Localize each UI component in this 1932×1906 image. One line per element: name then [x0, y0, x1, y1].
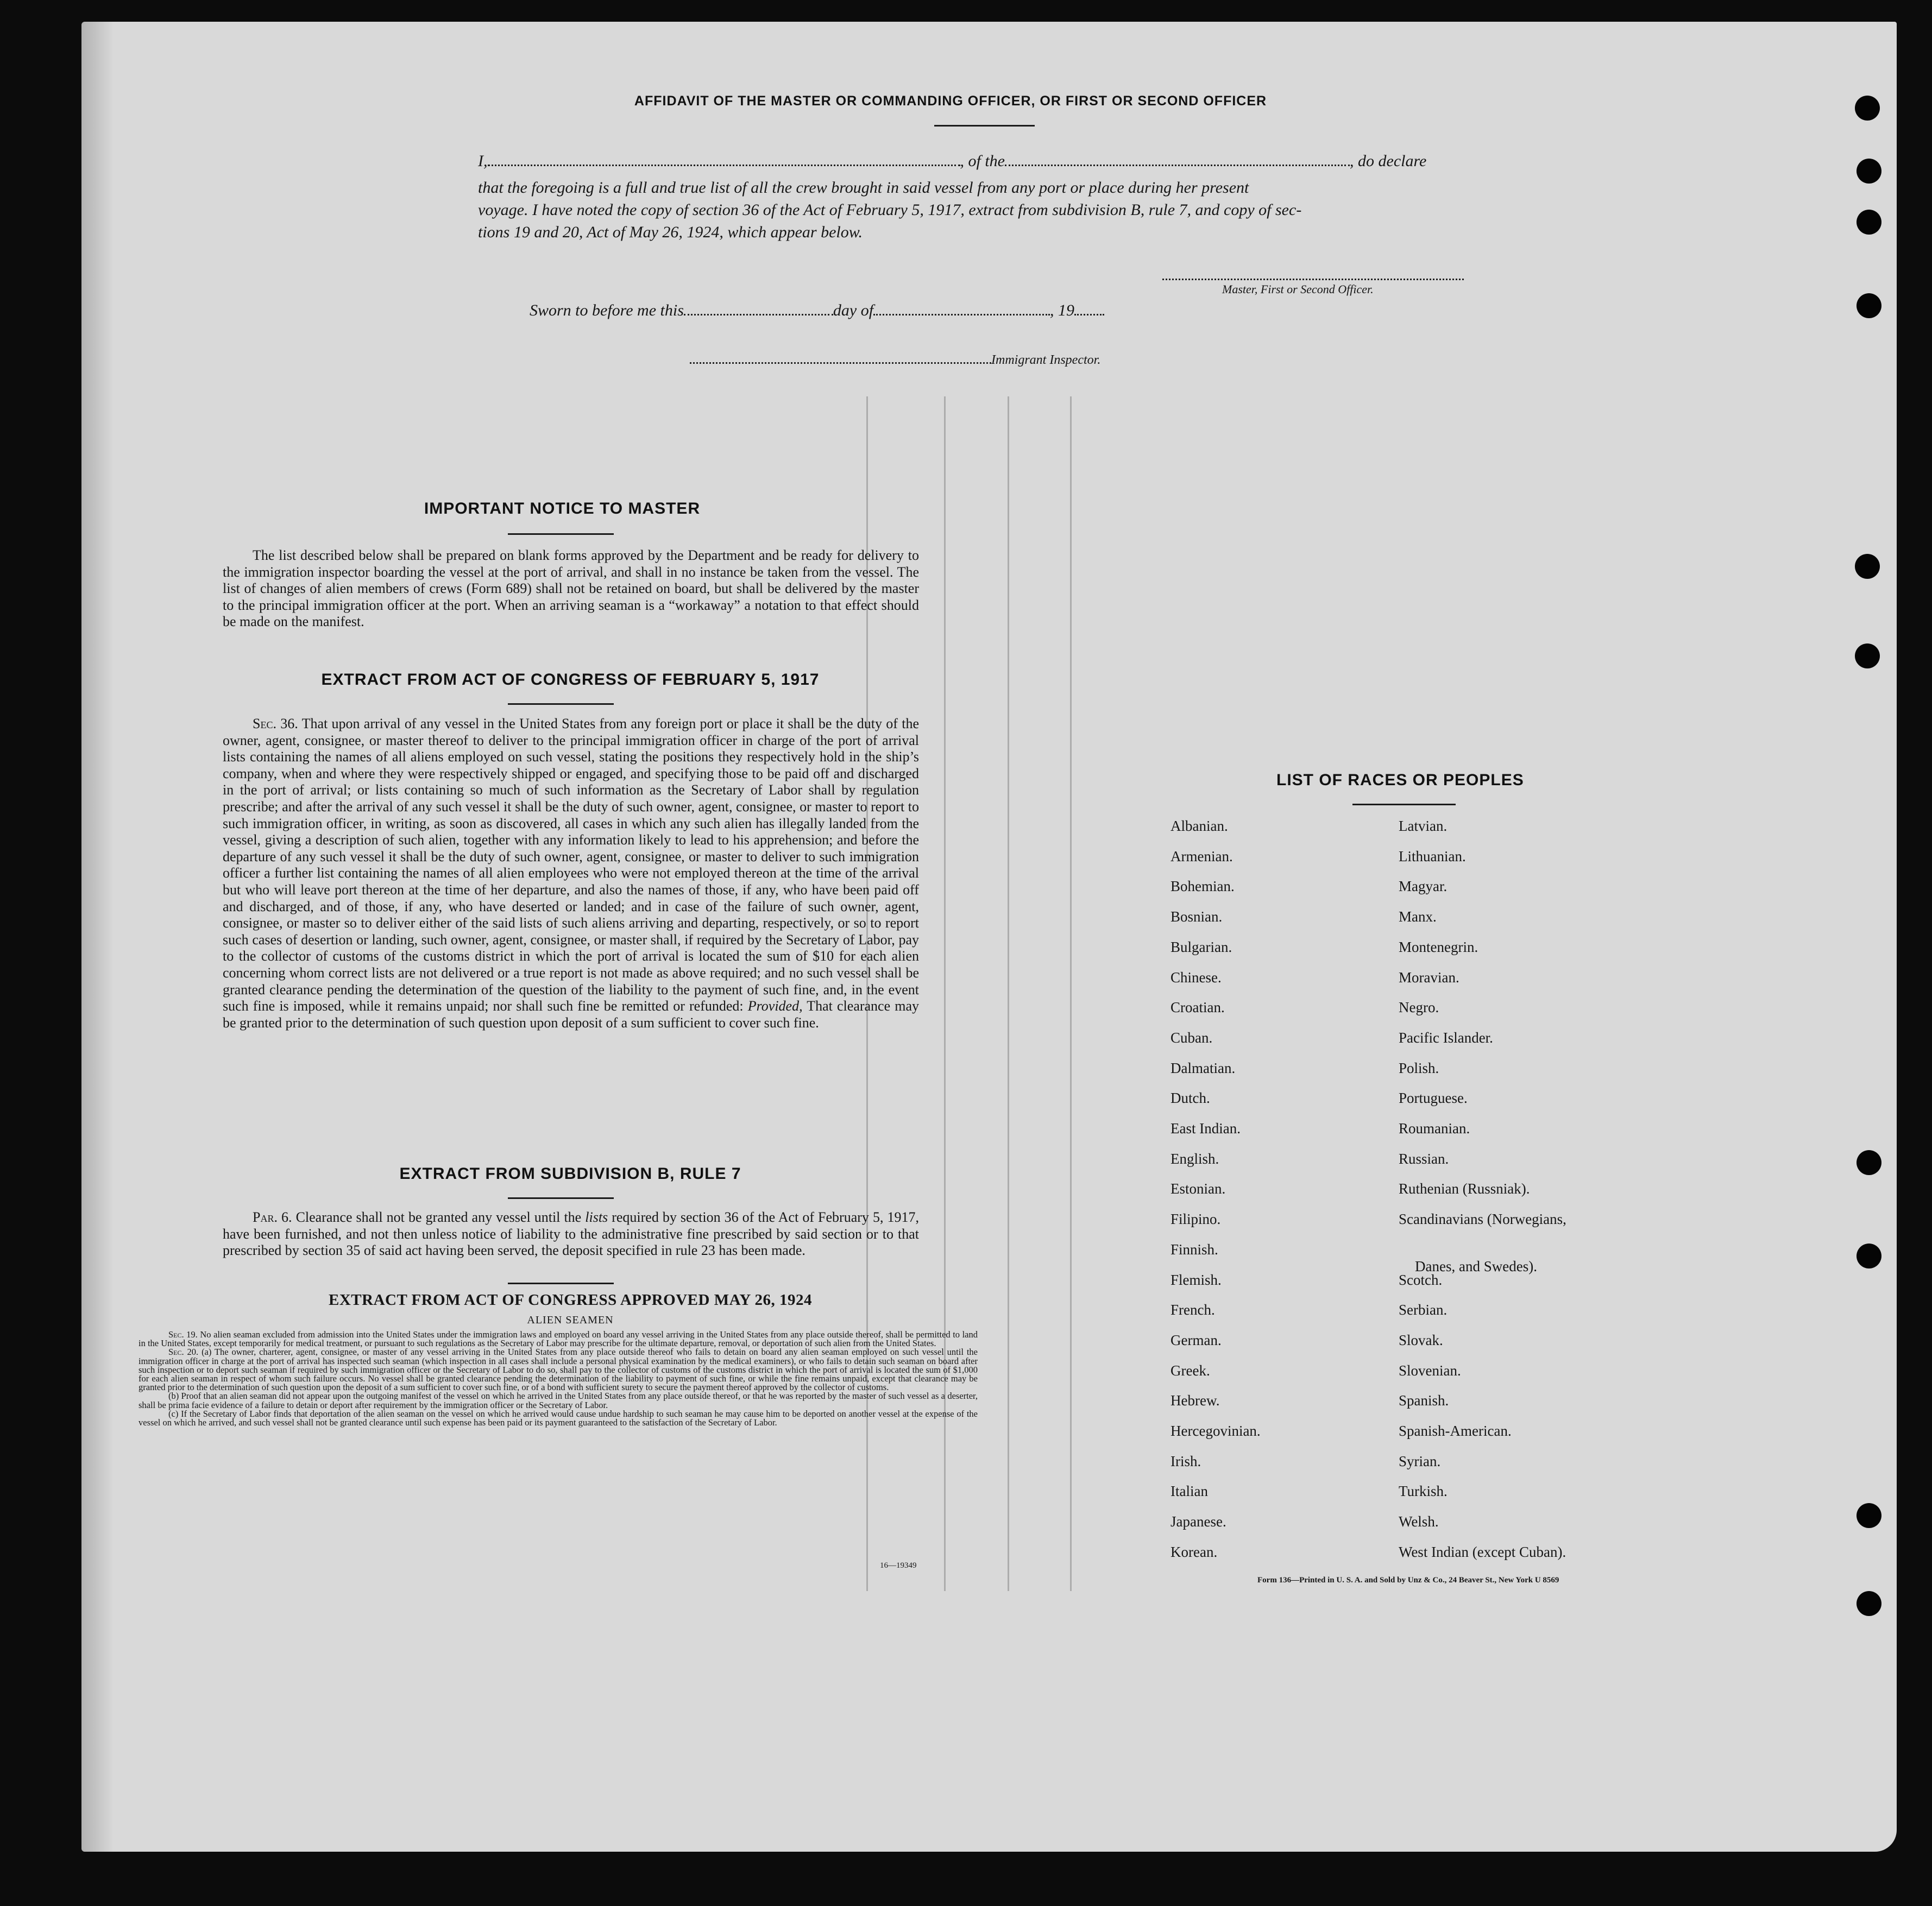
race-item: Dutch.	[1170, 1090, 1210, 1107]
races-underline	[1352, 804, 1456, 805]
inspector-line	[690, 353, 1100, 368]
sec-20-label: Sec. 20.	[168, 1347, 199, 1358]
affidavit-text	[478, 176, 1581, 243]
provided-label: Provided,	[747, 998, 803, 1014]
notice-body: The list described below shall be prepared on blank forms approved by the Department and be ready for delivery to the immigration inspector boarding the vessel at the port of arrival, and shall in no instance be taken from the vessel. The list of changes of alien members of crews (Form 689) shall not be retained on board, but shall be delivered by the master to the principal immigration officer at the port. When an arriving seaman is a “workaway” a notation to that effect should be made on the manifest.	[223, 547, 919, 630]
race-item: Pacific Islander.	[1399, 1029, 1493, 1046]
affidavit-title: AFFIDAVIT OF THE MASTER OR COMMANDING OFFICER, OR FIRST OR SECOND OFFICER	[634, 93, 1267, 109]
par-6-text-cont: required by section 36 of the Act of February 5, 1917, have been furnished, and not then unless notice of liability to the administrative fine prescribed by said section or to that prescribed by section 35 of said act having been served, the deposit specified in rule 23 has been made.	[223, 1209, 919, 1259]
binder-hole	[1855, 554, 1880, 579]
affidavit-declaration-line	[478, 152, 1581, 171]
race-item: Bohemian.	[1170, 878, 1235, 895]
race-item: Spanish.	[1399, 1392, 1449, 1409]
race-item: Finnish.	[1170, 1241, 1218, 1258]
race-item: Polish.	[1399, 1059, 1439, 1076]
race-item: West Indian (except Cuban).	[1399, 1543, 1566, 1560]
extract-1917-underline	[508, 703, 614, 705]
affidavit-text-line: tions 19 and 20, Act of May 26, 1924, which appear below.	[478, 223, 863, 241]
vessel-blank[interactable]	[1005, 161, 1350, 166]
race-item: Russian.	[1399, 1150, 1449, 1167]
race-item: Scandinavians (Norwegians,	[1399, 1211, 1566, 1228]
title-underline	[934, 125, 1035, 127]
master-signature-line[interactable]	[1162, 275, 1464, 280]
binder-hole	[1857, 1150, 1881, 1175]
binder-hole	[1857, 159, 1881, 184]
faint-rule-line	[1070, 396, 1072, 1591]
race-item: Scotch.	[1399, 1271, 1443, 1288]
sworn-day-blank[interactable]	[684, 311, 833, 315]
name-blank[interactable]	[488, 161, 960, 166]
extract-1917-body	[223, 716, 919, 1031]
race-item: Filipino.	[1170, 1211, 1221, 1228]
faint-rule-line	[1008, 396, 1009, 1591]
form-code: 16—19349	[880, 1561, 917, 1570]
race-item: Serbian.	[1399, 1302, 1448, 1318]
race-item: Korean.	[1170, 1543, 1218, 1560]
binder-hole	[1857, 293, 1881, 318]
par-6-text: Clearance shall not be granted any vessel until the	[295, 1209, 582, 1225]
sec-20a-text: (a) The owner, charterer, agent, consignee, or master of any vessel arriving in the United States from any place outside thereof who fails to detain on board any alien seaman employed on such vessel until the immigration officer in charge at the port of arrival has inspected such seaman (which inspection in all cases shall include a personal physical examination by the medical examiners), or who fails to detain such seaman on board after such inspection or to deport such seaman if required by such immigration officer or the Secretary of Labor to do so, shall pay to the collector of customs of the customs district in which the port of arrival is located the sum of $1,000 for each alien seaman in respect of whom such failure occurs. No vessel shall be granted clearance pending the determination of the liability to payment of such fine, or while the fine remains unpaid, except that clearance may be granted prior to the determination of such question upon the deposit of a sum sufficient to cover such fine, or of a bond with sufficient surety to secure the payment thereof approved by the collector of customs.	[139, 1347, 978, 1393]
sworn-month-blank[interactable]	[873, 311, 1050, 315]
extract-rule7-underline	[508, 1197, 614, 1199]
race-item: Lithuanian.	[1399, 848, 1466, 864]
race-item: Magyar.	[1399, 878, 1448, 895]
race-item: Bulgarian.	[1170, 938, 1232, 955]
race-item: Irish.	[1170, 1453, 1201, 1469]
inspector-signature-blank[interactable]	[690, 359, 991, 364]
race-item: Slovenian.	[1399, 1362, 1461, 1379]
sworn-line	[530, 301, 1104, 320]
race-item: Albanian.	[1170, 818, 1228, 834]
sec-20c-paragraph: (c) If the Secretary of Labor finds that deportation of the alien seaman on the vessel on which he arrived would cause undue hardship to such seaman he may cause him to be deported on another vessel at the expense of the vessel on which he arrived, and such vessel shall not be granted clearance until such expense has been paid or its payment guaranteed to the satisfaction of the Secretary of Labor.	[139, 1408, 978, 1428]
race-item: Armenian.	[1170, 848, 1233, 864]
race-item: Flemish.	[1170, 1271, 1222, 1288]
binder-hole	[1857, 1591, 1881, 1616]
extract-1917-title: EXTRACT FROM ACT OF CONGRESS OF FEBRUARY 5, 1917	[321, 671, 820, 689]
sec-36-tail: That clearance may be granted prior to the determination of such question upon deposit of a sum sufficient to cover such fine.	[223, 998, 920, 1031]
of-the-label: , of the	[960, 152, 1005, 170]
race-item: Latvian.	[1399, 818, 1448, 834]
race-item: Estonian.	[1170, 1181, 1226, 1197]
race-item: Roumanian.	[1399, 1120, 1470, 1137]
inspector-label: Immigrant Inspector.	[991, 353, 1101, 367]
race-item: Greek.	[1170, 1362, 1210, 1379]
lists-word: lists	[585, 1209, 608, 1225]
binder-hole	[1857, 1503, 1881, 1528]
printer-footer: Form 136—Printed in U. S. A. and Sold by Unz & Co., 24 Beaver St., New York U 8569	[1257, 1576, 1559, 1585]
race-item: Negro.	[1399, 999, 1439, 1016]
sec-20a-paragraph	[139, 1348, 978, 1392]
race-item: Slovak.	[1399, 1331, 1443, 1348]
race-item: Manx.	[1399, 908, 1437, 925]
sec-36-label: Sec. 36.	[253, 716, 298, 731]
race-item: Croatian.	[1170, 999, 1225, 1016]
race-item: Dalmatian.	[1170, 1059, 1236, 1076]
binder-hole	[1857, 1244, 1881, 1268]
binder-hole	[1857, 210, 1881, 235]
race-item: Montenegrin.	[1399, 938, 1478, 955]
race-item: Welsh.	[1399, 1513, 1439, 1530]
day-of-label: day of	[833, 301, 874, 319]
alien-seamen-subtitle: ALIEN SEAMEN	[527, 1314, 614, 1326]
race-item: Moravian.	[1399, 969, 1459, 986]
race-item: Syrian.	[1399, 1453, 1441, 1469]
sec-19-text: No alien seaman excluded from admission into the United States under the immigration laws and employed on board any vessel arriving in the United States from any place outside thereof, shall be permitted to land in the United States, except temporarily for medical treatment, or pursuant to such regulations as the Secretary of Labor may prescribe for the ultimate departure, removal, or deportation of such alien from the United States.	[139, 1329, 978, 1349]
master-signature-label: Master, First or Second Officer.	[1222, 282, 1374, 296]
notice-title: IMPORTANT NOTICE TO MASTER	[424, 500, 701, 517]
race-item: Cuban.	[1170, 1029, 1213, 1046]
extract-1924-title: EXTRACT FROM ACT OF CONGRESS APPROVED MAY 26, 1924	[329, 1291, 812, 1309]
race-item: Chinese.	[1170, 969, 1222, 986]
sworn-label: Sworn to before me this	[530, 301, 684, 319]
race-item: Danes, and Swedes).	[1415, 1258, 1537, 1274]
sec-19-label: Sec. 19.	[168, 1329, 198, 1340]
race-item: Japanese.	[1170, 1513, 1226, 1530]
race-item: Hercegovinian.	[1170, 1423, 1261, 1439]
race-item: Italian	[1170, 1483, 1208, 1500]
race-item: East Indian.	[1170, 1120, 1241, 1137]
race-item: Ruthenian (Russniak).	[1399, 1181, 1530, 1197]
affidavit-text-line: that the foregoing is a full and true list of all the crew brought in said vessel from any port or place during her present	[478, 179, 1249, 197]
par-6-label: Par. 6.	[253, 1209, 292, 1225]
form-page	[81, 22, 1897, 1852]
affidavit-text-line: voyage. I have noted the copy of section 36 of the Act of February 5, 1917, extract from subdivision B, rule 7, and copy of sec-	[478, 201, 1302, 219]
race-item: Bosnian.	[1170, 908, 1223, 925]
year-label: , 19	[1050, 301, 1075, 319]
binder-hole	[1855, 96, 1880, 121]
extract-1924-overline	[508, 1283, 614, 1284]
i-label: I,	[478, 152, 488, 170]
races-title: LIST OF RACES OR PEOPLES	[1276, 771, 1524, 789]
sec-20b-paragraph: (b) Proof that an alien seaman did not appear upon the outgoing manifest of the vessel on which he arrived in the United States from any place outside thereof, or that he was reported by the master of such vessel as a deserter, shall be prima facie evidence of a failure to detain or deport after requirement by the immigration officer or the Secretary of Labor.	[139, 1391, 978, 1410]
sec-19-paragraph	[139, 1330, 978, 1348]
race-item: Spanish-American.	[1399, 1423, 1512, 1439]
sworn-year-blank[interactable]	[1074, 311, 1104, 315]
race-item: Hebrew.	[1170, 1392, 1220, 1409]
extract-1924-body	[139, 1330, 978, 1427]
race-item: English.	[1170, 1150, 1219, 1167]
race-item: German.	[1170, 1331, 1222, 1348]
sec-36-text: That upon arrival of any vessel in the United States from any foreign port or place it shall be the duty of the owner, agent, consignee, or master thereof to deliver to the principal immigration officer in charge of the port of arrival lists containing the names of all aliens employed on such vessel, stating the positions they respectively hold in the ship’s company, when and where they were respectively shipped or engaged, and specifying those to be paid off and discharged in the port of arrival; or lists containing so much of such information as the Secretary of Labor shall by regulation prescribe; and after the arrival of any such vessel it shall be the duty of such owner, agent, consignee, or master to report to such immigration officer, in writing, as soon as discovered, all cases in which any such alien has illegally landed from the vessel, giving a description of such alien, together with any information likely to lead to his apprehension; and before the departure of any such vessel it shall be the duty of such owner, agent, consignee, or master to deliver to such immigration officer a further list containing the names of all alien employees who were not employed thereon at the time of the arrival but who will leave port thereon at the time of her departure, and also the names of those, if any, who have been paid off and discharged, and of those, if any, who have deserted or landed; and in case of the failure of such owner, agent, consignee, or master so to deliver either of the said lists of such aliens arriving and departing, respectively, or so to report such cases of desertion or landing, such owner, agent, consignee, or master shall, if required by the Secretary of Labor, pay to the collector of customs of the customs district in which the port of arrival is located the sum of $10 for each alien concerning whom correct lists are not delivered or a true report is not made as above required; and no such vessel shall be granted clearance pending the determination of the question of the liability to the payment of such fine, and, in the event such fine is imposed, while it remains unpaid; nor shall such fine be remitted or refunded:	[223, 716, 919, 1014]
do-declare-label: , do declare	[1350, 152, 1427, 170]
race-item: French.	[1170, 1302, 1215, 1318]
notice-underline	[508, 533, 614, 535]
race-item: Turkish.	[1399, 1483, 1448, 1500]
race-item: Portuguese.	[1399, 1090, 1468, 1107]
extract-rule7-title: EXTRACT FROM SUBDIVISION B, RULE 7	[399, 1165, 741, 1183]
extract-rule7-body	[223, 1209, 919, 1259]
binder-hole	[1855, 643, 1880, 668]
